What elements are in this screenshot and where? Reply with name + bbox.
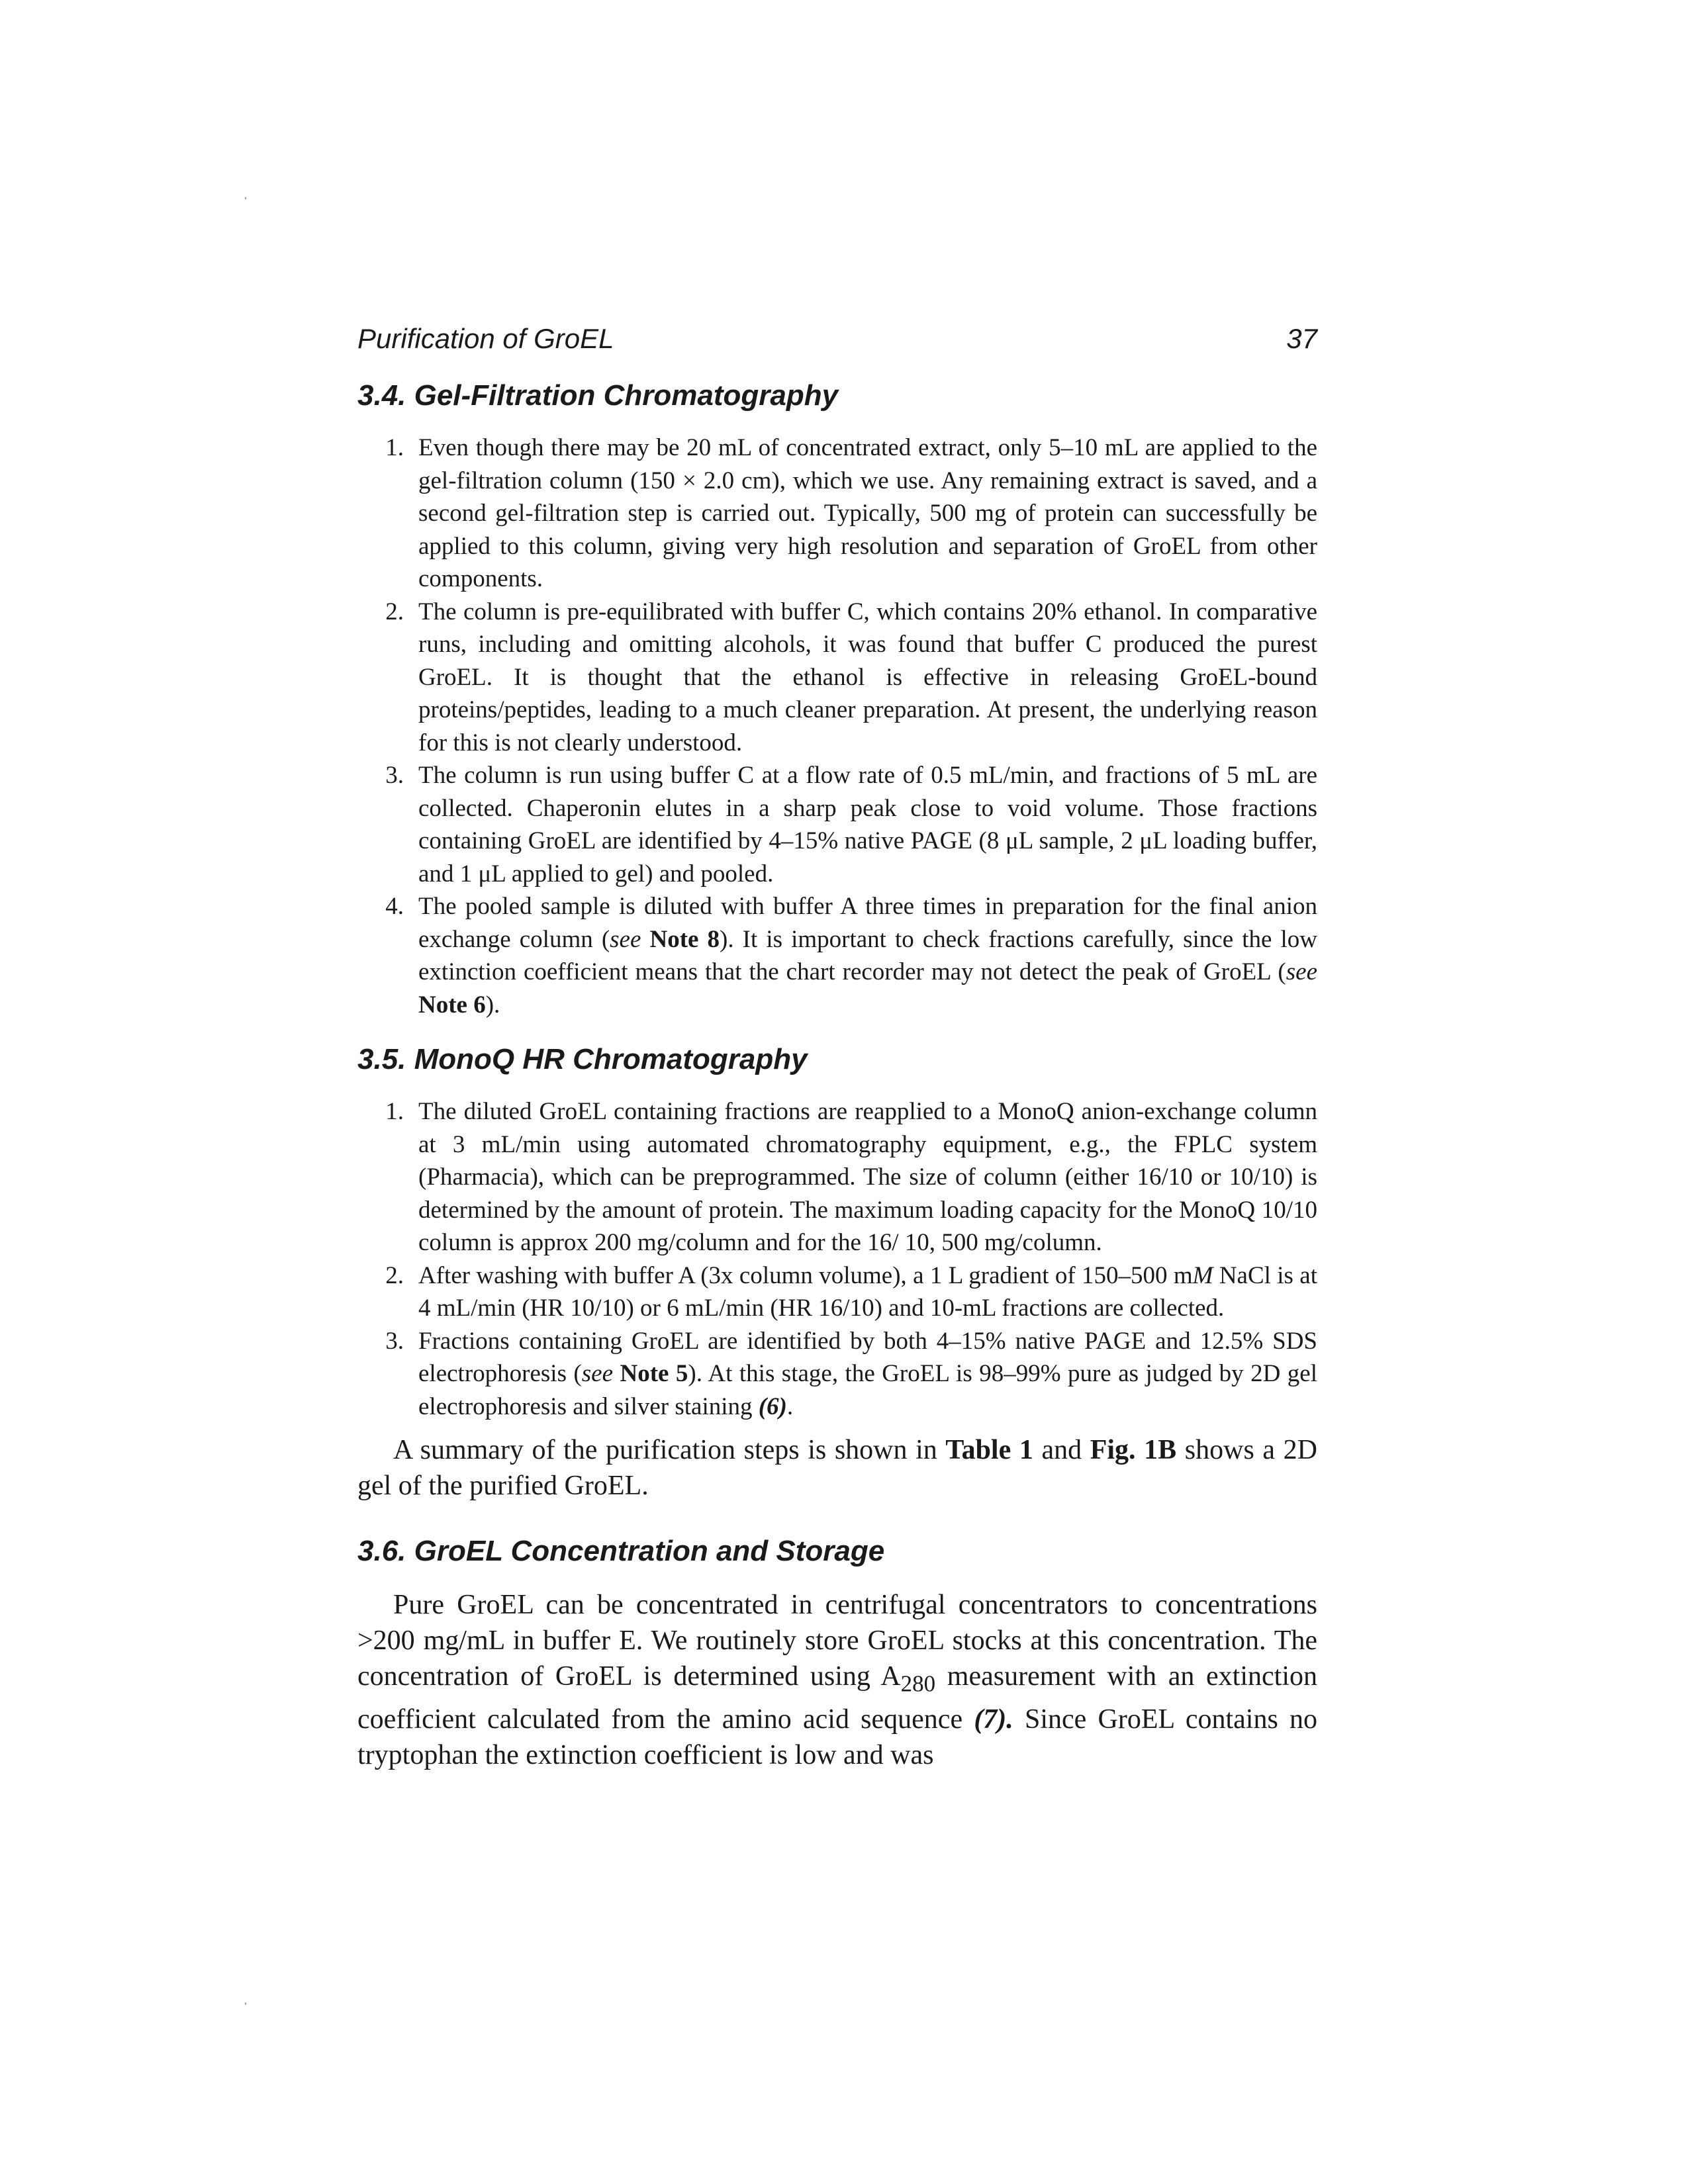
summary-text-a: A summary of the purification steps is shown in [393, 1435, 946, 1465]
item-text-a: After washing with buffer A (3x column volume), a 1 L gradient of 150–500 m [418, 1261, 1193, 1289]
concentration-paragraph [357, 1587, 1317, 1773]
subscript-280: 280 [900, 1670, 936, 1697]
item-number: 3. [385, 1327, 404, 1355]
para-text-b: measurement with an extinction coefficient calculated from the amino acid sequence [357, 1661, 1317, 1735]
citation-ref: (6) [758, 1392, 787, 1420]
item-text-c: ). [485, 991, 500, 1019]
section-heading-3-5: 3.5. MonoQ HR Chromatography [357, 1043, 808, 1075]
citation-ref: (7). [974, 1704, 1013, 1735]
para-text-a: Pure GroEL can be concentrated in centrifugal concentrators to concentrations >200 mg/mL in buffer E. We routinely store GroEL stocks at this concentration. The concentration of GroEL is determined using A [357, 1590, 1317, 1692]
summary-paragraph [357, 1432, 1317, 1504]
item-text-b: NaCl is at 4 mL/min (HR 10/10) or 6 mL/min (HR 16/10) and 10-mL fractions are collected. [418, 1261, 1317, 1322]
section-heading-3-4: 3.4. Gel-Filtration Chromatography [357, 379, 839, 412]
item-text: The column is pre-equilibrated with buffer C, which contains 20% ethanol. In comparative runs, including and omitting alcohols, it was found that buffer C produced the purest GroEL. It is thought that the ethanol is effective in releasing GroEL-bound proteins/peptides, leading to a much cleaner preparation. At present, the underlying reason for this is not clearly understood. [418, 598, 1317, 756]
para-text-c: Since GroEL contains no tryptophan the extinction coefficient is low and was [357, 1704, 1318, 1771]
item-number: 3. [385, 762, 404, 789]
see-italic: see [1286, 958, 1317, 985]
see-italic: see [581, 1360, 614, 1387]
summary-text-b: shows a 2D gel of the purified GroEL. [357, 1435, 1317, 1501]
monoq-steps [357, 1095, 1317, 1423]
list-item [357, 432, 1317, 596]
note-ref: Note 8 [649, 925, 720, 953]
summary-and: and [1033, 1435, 1090, 1465]
list-item [357, 596, 1317, 760]
item-text-c: . [786, 1392, 794, 1420]
unit-italic: M [1192, 1261, 1213, 1289]
list-item [357, 1095, 1317, 1259]
note-ref: Note 5 [620, 1360, 688, 1387]
item-number: 4. [385, 893, 404, 920]
list-item [357, 1259, 1317, 1325]
see-italic: see [610, 925, 641, 953]
item-number: 1. [385, 1098, 404, 1125]
note-ref: Note 6 [418, 991, 486, 1019]
gel-filtration-steps [357, 432, 1317, 1021]
list-item [357, 1325, 1317, 1424]
table-ref: Table 1 [945, 1435, 1033, 1465]
page-number: 37 [1286, 323, 1317, 354]
item-text-b: ). At this stage, the GroEL is 98–99% pure as judged by 2D gel electrophoresis and silver staining [418, 1360, 1318, 1420]
item-text: Even though there may be 20 mL of concentrated extract, only 5–10 mL are applied to the gel-filtration column (150 × 2.0 cm), which we use. Any remaining extract is saved, and a second gel-filtration step is carried out. Typically, 500 mg of protein can successfully be applied to this column, giving very high resolution and separation of GroEL from other components. [418, 434, 1317, 592]
scan-mark-top [245, 197, 246, 199]
list-item [357, 759, 1317, 890]
item-text-b: ). It is important to check fractions carefully, since the low extinction coefficient means that the chart recorder may not detect the peak of GroEL ( [418, 925, 1318, 985]
item-text-a: Fractions containing GroEL are identified by both 4–15% native PAGE and 12.5% SDS electrophoresis ( [418, 1327, 1317, 1387]
section-heading-3-6: 3.6. GroEL Concentration and Storage [357, 1535, 885, 1567]
running-head [357, 323, 1317, 360]
item-number: 1. [385, 434, 404, 461]
item-text: The diluted GroEL containing fractions are reapplied to a MonoQ anion-exchange column at 3 mL/min using automated chromatography equipment, e.g., the FPLC system (Pharmacia), which can be preprogrammed. The size of column (either 16/10 or 10/10) is determined by the amount of protein. The maximum loading capacity for the MonoQ 10/10 column is approx 200 mg/column and for the 16/ 10, 500 mg/column. [418, 1098, 1317, 1256]
item-text-a: The pooled sample is diluted with buffer A three times in preparation for the final anion exchange column ( [418, 893, 1317, 953]
item-number: 2. [385, 1261, 404, 1289]
running-head-title: Purification of GroEL [357, 323, 614, 354]
figure-ref: Fig. 1B [1090, 1435, 1177, 1465]
scan-mark-bottom [245, 2003, 246, 2005]
book-page [357, 323, 1317, 1773]
item-number: 2. [385, 598, 404, 625]
list-item [357, 890, 1317, 1021]
item-text: The column is run using buffer C at a flow rate of 0.5 mL/min, and fractions of 5 mL are collected. Chaperonin elutes in a sharp peak close to void volume. Those fractions containing GroEL are identified by 4–15% native PAGE (8 μL sample, 2 μL loading buffer, and 1 μL applied to gel) and pooled. [418, 762, 1317, 887]
